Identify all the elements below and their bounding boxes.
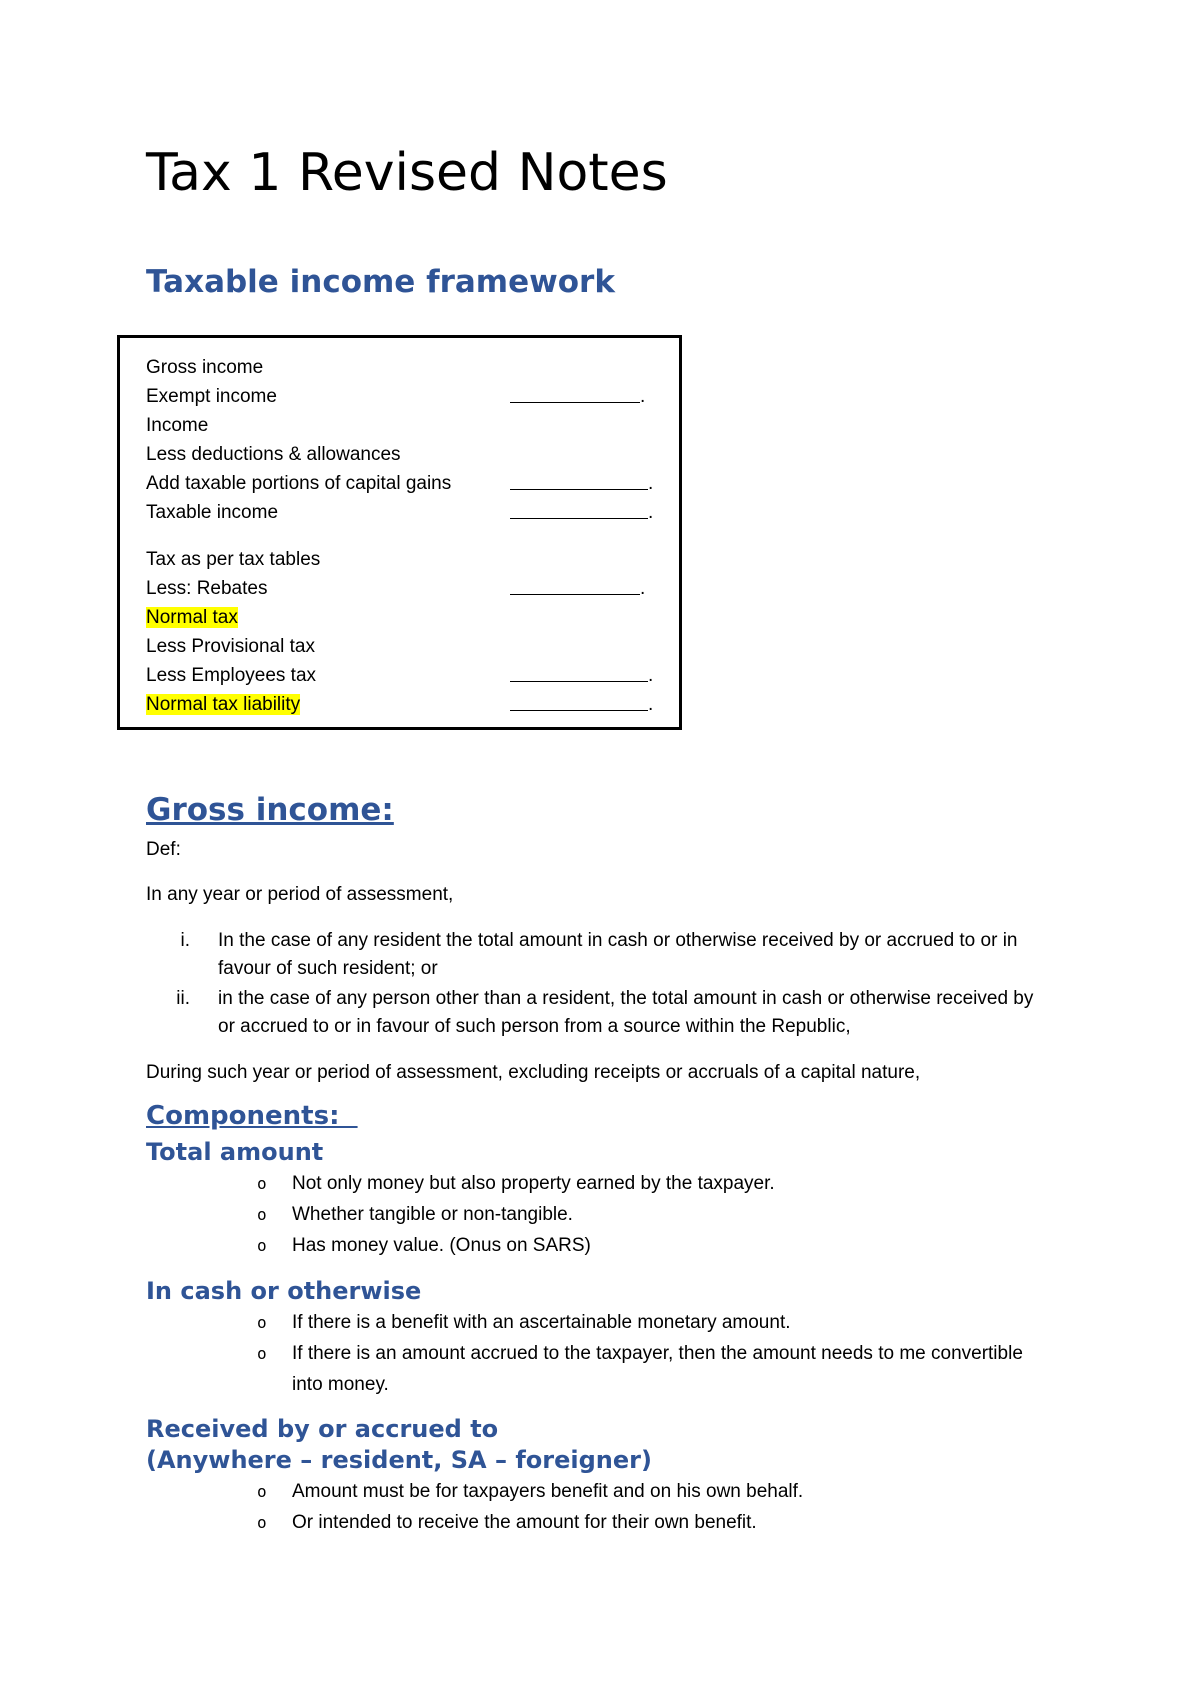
framework-row-label-highlighted: Normal tax bbox=[146, 607, 238, 628]
framework-row bbox=[146, 546, 320, 574]
framework-row bbox=[146, 383, 277, 411]
framework-row-label: Less Provisional tax bbox=[146, 636, 315, 657]
clause-number: ii. bbox=[176, 988, 190, 1009]
definition-closing: During such year or period of assessment, excluding receipts or accruals of a capital nature, bbox=[146, 1062, 921, 1083]
bullet-icon: o bbox=[257, 1236, 267, 1255]
framework-row-label-highlighted: Normal tax liability bbox=[146, 694, 301, 715]
line-end: . bbox=[640, 386, 646, 407]
framework-row-label: Taxable income bbox=[146, 502, 279, 523]
framework-row-label: Income bbox=[146, 415, 209, 436]
amount-line bbox=[510, 499, 653, 527]
components-heading: Components: bbox=[146, 1101, 358, 1131]
gross-income-heading: Gross income: bbox=[146, 792, 394, 828]
line-end: . bbox=[640, 578, 646, 599]
section-subheading-received: (Anywhere – resident, SA – foreigner) bbox=[146, 1446, 652, 1474]
framework-row-label: Gross income bbox=[146, 357, 264, 378]
framework-row bbox=[146, 354, 263, 382]
section-heading-cash: In cash or otherwise bbox=[146, 1277, 422, 1305]
clause-number: i. bbox=[180, 930, 190, 951]
framework-row bbox=[146, 604, 238, 632]
line-end: . bbox=[648, 694, 654, 715]
amount-line bbox=[510, 383, 645, 411]
framework-row-label: Tax as per tax tables bbox=[146, 549, 321, 570]
framework-row bbox=[146, 575, 267, 603]
framework-heading: Taxable income framework bbox=[146, 264, 615, 300]
clause-text: in the case of any person other than a resident, the total amount in cash or otherwise received by or accrued to or in favour of such person from a source within the Republic, bbox=[218, 988, 1034, 1037]
framework-row-label: Less deductions & allowances bbox=[146, 444, 401, 465]
framework-row bbox=[146, 441, 401, 469]
document-title: Tax 1 Revised Notes bbox=[146, 143, 668, 203]
section-heading-received: Received by or accrued to bbox=[146, 1415, 499, 1443]
framework-row bbox=[146, 662, 316, 690]
bullet-icon: o bbox=[257, 1482, 267, 1501]
document-page: Tax 1 Revised Notes Taxable income framework Gross income Exempt income . Income Less deductions & allowances Add taxable portions of capital gains . Taxable income . Tax as per tax tables Less: Rebates . Normal tax Less Provisional tax Less Employees tax . Normal tax liability . Gross income: Def: In any year or period of assessment, i. In the case of any resident the total amount in cash or otherwise received by or accrued to or in favour of such resident; or ii. in the case of any person other than a resident, the total amount in cash or otherwise received by or accrued to or in favour of such person from a source within the Republic, During such year or period of assessment, excluding receipts or accruals of a capital nature, Components: Total amount o Not only money but also property earned by the taxpayer. o Whether tangible or non-tangible. o Has money value. (Onus on SARS) In cash or otherwise o If there is a benefit with an ascertainable monetary amount. o If there is an amount accrued to the taxpayer, then the amount needs to me convertible into money. Received by or accrued to (Anywhere – resident, SA – foreigner) o Amount must be for taxpayers benefit and on his own behalf. o Or intended to receive the amount for their own benefit. bbox=[0, 0, 1200, 1698]
amount-line bbox=[510, 470, 653, 498]
amount-line bbox=[510, 575, 645, 603]
bullet-icon: o bbox=[257, 1344, 267, 1363]
section-heading-total-amount: Total amount bbox=[146, 1138, 324, 1166]
bullet-icon: o bbox=[257, 1513, 267, 1532]
bullet-icon: o bbox=[257, 1174, 267, 1193]
framework-row-label: Exempt income bbox=[146, 386, 277, 407]
framework-row-label: Less: Rebates bbox=[146, 578, 268, 599]
framework-row-label: Less Employees tax bbox=[146, 665, 317, 686]
framework-row bbox=[146, 470, 451, 498]
bullet-icon: o bbox=[257, 1313, 267, 1332]
line-end: . bbox=[648, 473, 654, 494]
framework-row-label: Add taxable portions of capital gains bbox=[146, 473, 452, 494]
amount-line bbox=[510, 662, 653, 690]
framework-row bbox=[146, 499, 278, 527]
clause-text: In the case of any resident the total amount in cash or otherwise received by or accrued to or in favour of such resident; or bbox=[218, 930, 1018, 979]
definition-intro: In any year or period of assessment, bbox=[146, 884, 454, 905]
line-end: . bbox=[648, 502, 654, 523]
amount-line bbox=[510, 691, 653, 719]
framework-row bbox=[146, 412, 208, 440]
definition-label: Def: bbox=[146, 839, 181, 860]
line-end: . bbox=[648, 665, 654, 686]
framework-row bbox=[146, 691, 300, 719]
framework-row bbox=[146, 633, 315, 661]
bullet-icon: o bbox=[257, 1205, 267, 1224]
